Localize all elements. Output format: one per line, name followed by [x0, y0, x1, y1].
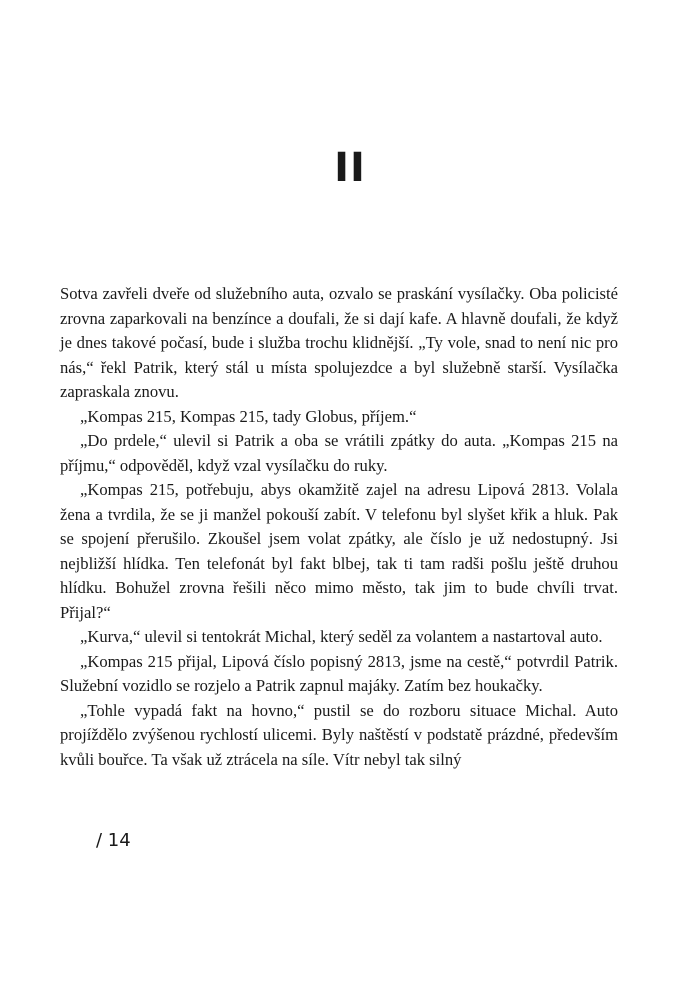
paragraph: „Kompas 215 přijal, Lipová číslo popisný 2813, jsme na cestě,“ potvrdil Patrik. Služební vozidlo se rozjelo a Patrik zapnul majáky. Zatím bez houkačky.	[60, 651, 618, 695]
paragraph: „Kompas 215, Kompas 215, tady Globus, příjem.“	[80, 406, 417, 426]
paragraph: Sotva zavřeli dveře od služebního auta, ozvalo se praskání vysílačky. Oba policisté zrovna zaparkovali na benzínce a doufali, že si dají kafe. A hlavně doufali, že když je dnes takové počasí, bude i služba trochu klidnější. „Ty vole, snad to není nic pro nás,“ řekl Patrik, který stál u místa spolujezdce a byl služebně starší. Vysílačka zapraskala znovu.	[60, 284, 618, 401]
paragraph: „Kompas 215, potřebuju, abys okamžitě zajel na adresu Lipová 2813. Volala žena a tvrdila, že se ji manžel pokouší zabít. V telefonu byl slyšet křik a hluk. Pak se spojení přerušilo. Zkoušel jsem volat zpátky, ale číslo je už nedostupný. Jsi nejbližší hlídka. Ten telefonát byl fakt blbej, tak ti tam radši pošlu ještě druhou hlídku. Bohužel zrovna řešili něco mimo město, tak jim to bude chvíli trvat. Přijal?“	[60, 480, 618, 622]
page-number: / 14	[96, 830, 131, 851]
paragraph: „Do prdele,“ ulevil si Patrik a oba se vrátili zpátky do auta. „Kompas 215 na příjmu,“ odpověděl, když vzal vysílačku do ruky.	[60, 431, 618, 475]
chapter-body	[60, 282, 618, 772]
chapter-number: II	[334, 145, 366, 191]
paragraph: „Tohle vypadá fakt na hovno,“ pustil se do rozboru situace Michal. Auto projíždělo zvýšenou rychlostí ulicemi. Byly naštěstí v podstatě prázdné, především kvůli bouřce. Ta však už ztrácela na síle. Vítr nebyl tak silný	[60, 700, 618, 769]
paragraph: „Kurva,“ ulevil si tentokrát Michal, který seděl za volantem a nastartoval auto.	[80, 627, 603, 646]
